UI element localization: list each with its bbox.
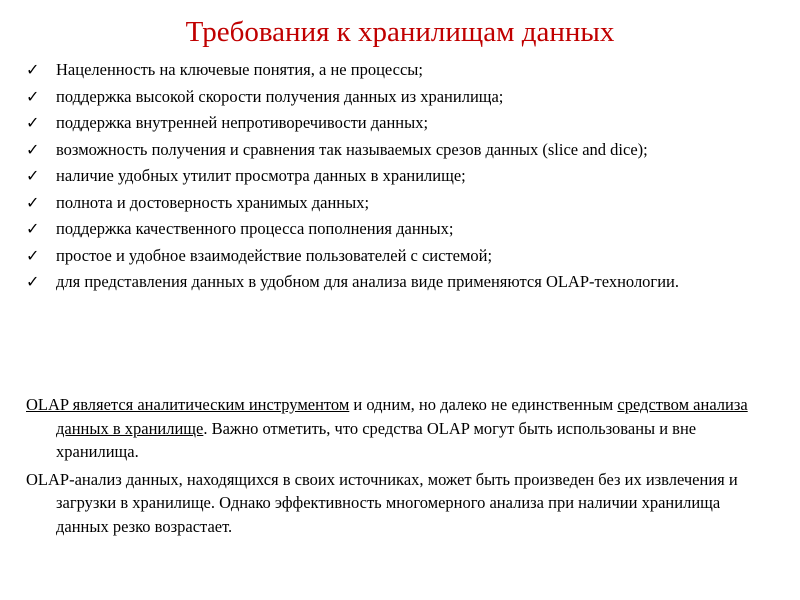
requirements-list (26, 58, 766, 297)
paragraph-text: и одним, но далеко не единственным (349, 395, 618, 414)
list-item-text: простое и удобное взаимодействие пользователей с системой; (56, 245, 493, 265)
check-mark-icon: ✓ (26, 245, 40, 265)
list-item (26, 111, 766, 134)
list-item (26, 217, 766, 240)
paragraph-text: . Важно отметить, что средства OLAP могут быть использованы и вне хранилища. (56, 418, 697, 461)
list-item-text: для представления данных в удобном для анализа виде применяются OLAP-технологии. (56, 272, 679, 291)
check-mark-icon: ✓ (26, 219, 40, 238)
slide-title: Требования к хранилищам данных (185, 16, 615, 48)
list-item (26, 58, 766, 81)
list-item-text: полнота и достоверность хранимых данных; (56, 192, 370, 212)
olap-paragraph-2: OLAP-анализ данных, находящихся в своих источниках, может быть произведен без их извлечения и загрузки в хранилище. Однако эффективность многомерного анализа при наличии хранилища данных резко возрастает. (26, 469, 738, 536)
check-mark-icon: ✓ (26, 113, 40, 132)
check-mark-icon: ✓ (26, 192, 40, 212)
list-item-text: поддержка внутренней непротиворечивости данных; (56, 113, 429, 132)
list-item (26, 138, 766, 161)
list-item (26, 85, 766, 108)
list-item (26, 244, 766, 267)
check-mark-icon: ✓ (26, 60, 40, 79)
check-mark-icon: ✓ (26, 139, 40, 159)
list-item (26, 191, 766, 214)
list-item-text: наличие удобных утилит просмотра данных в хранилище; (56, 166, 466, 185)
underlined-phrase: OLAP является аналитическим инструментом (26, 395, 350, 414)
list-item (26, 164, 766, 187)
check-mark-icon: ✓ (26, 166, 40, 185)
check-mark-icon: ✓ (26, 272, 40, 291)
underlined-phrase: средством анализа данных в хранилище (56, 395, 748, 438)
list-item-text: возможность получения и сравнения так называемых срезов данных (slice and dice); (56, 139, 648, 159)
list-item (26, 270, 766, 293)
list-item-text: поддержка качественного процесса пополнения данных; (56, 219, 454, 238)
olap-paragraph-1 (26, 393, 766, 464)
list-item-text: Нацеленность на ключевые понятия, а не процессы; (56, 60, 423, 79)
check-mark-icon: ✓ (26, 86, 40, 106)
list-item-text: поддержка высокой скорости получения данных из хранилища; (56, 86, 504, 106)
olap-notes (26, 393, 766, 542)
